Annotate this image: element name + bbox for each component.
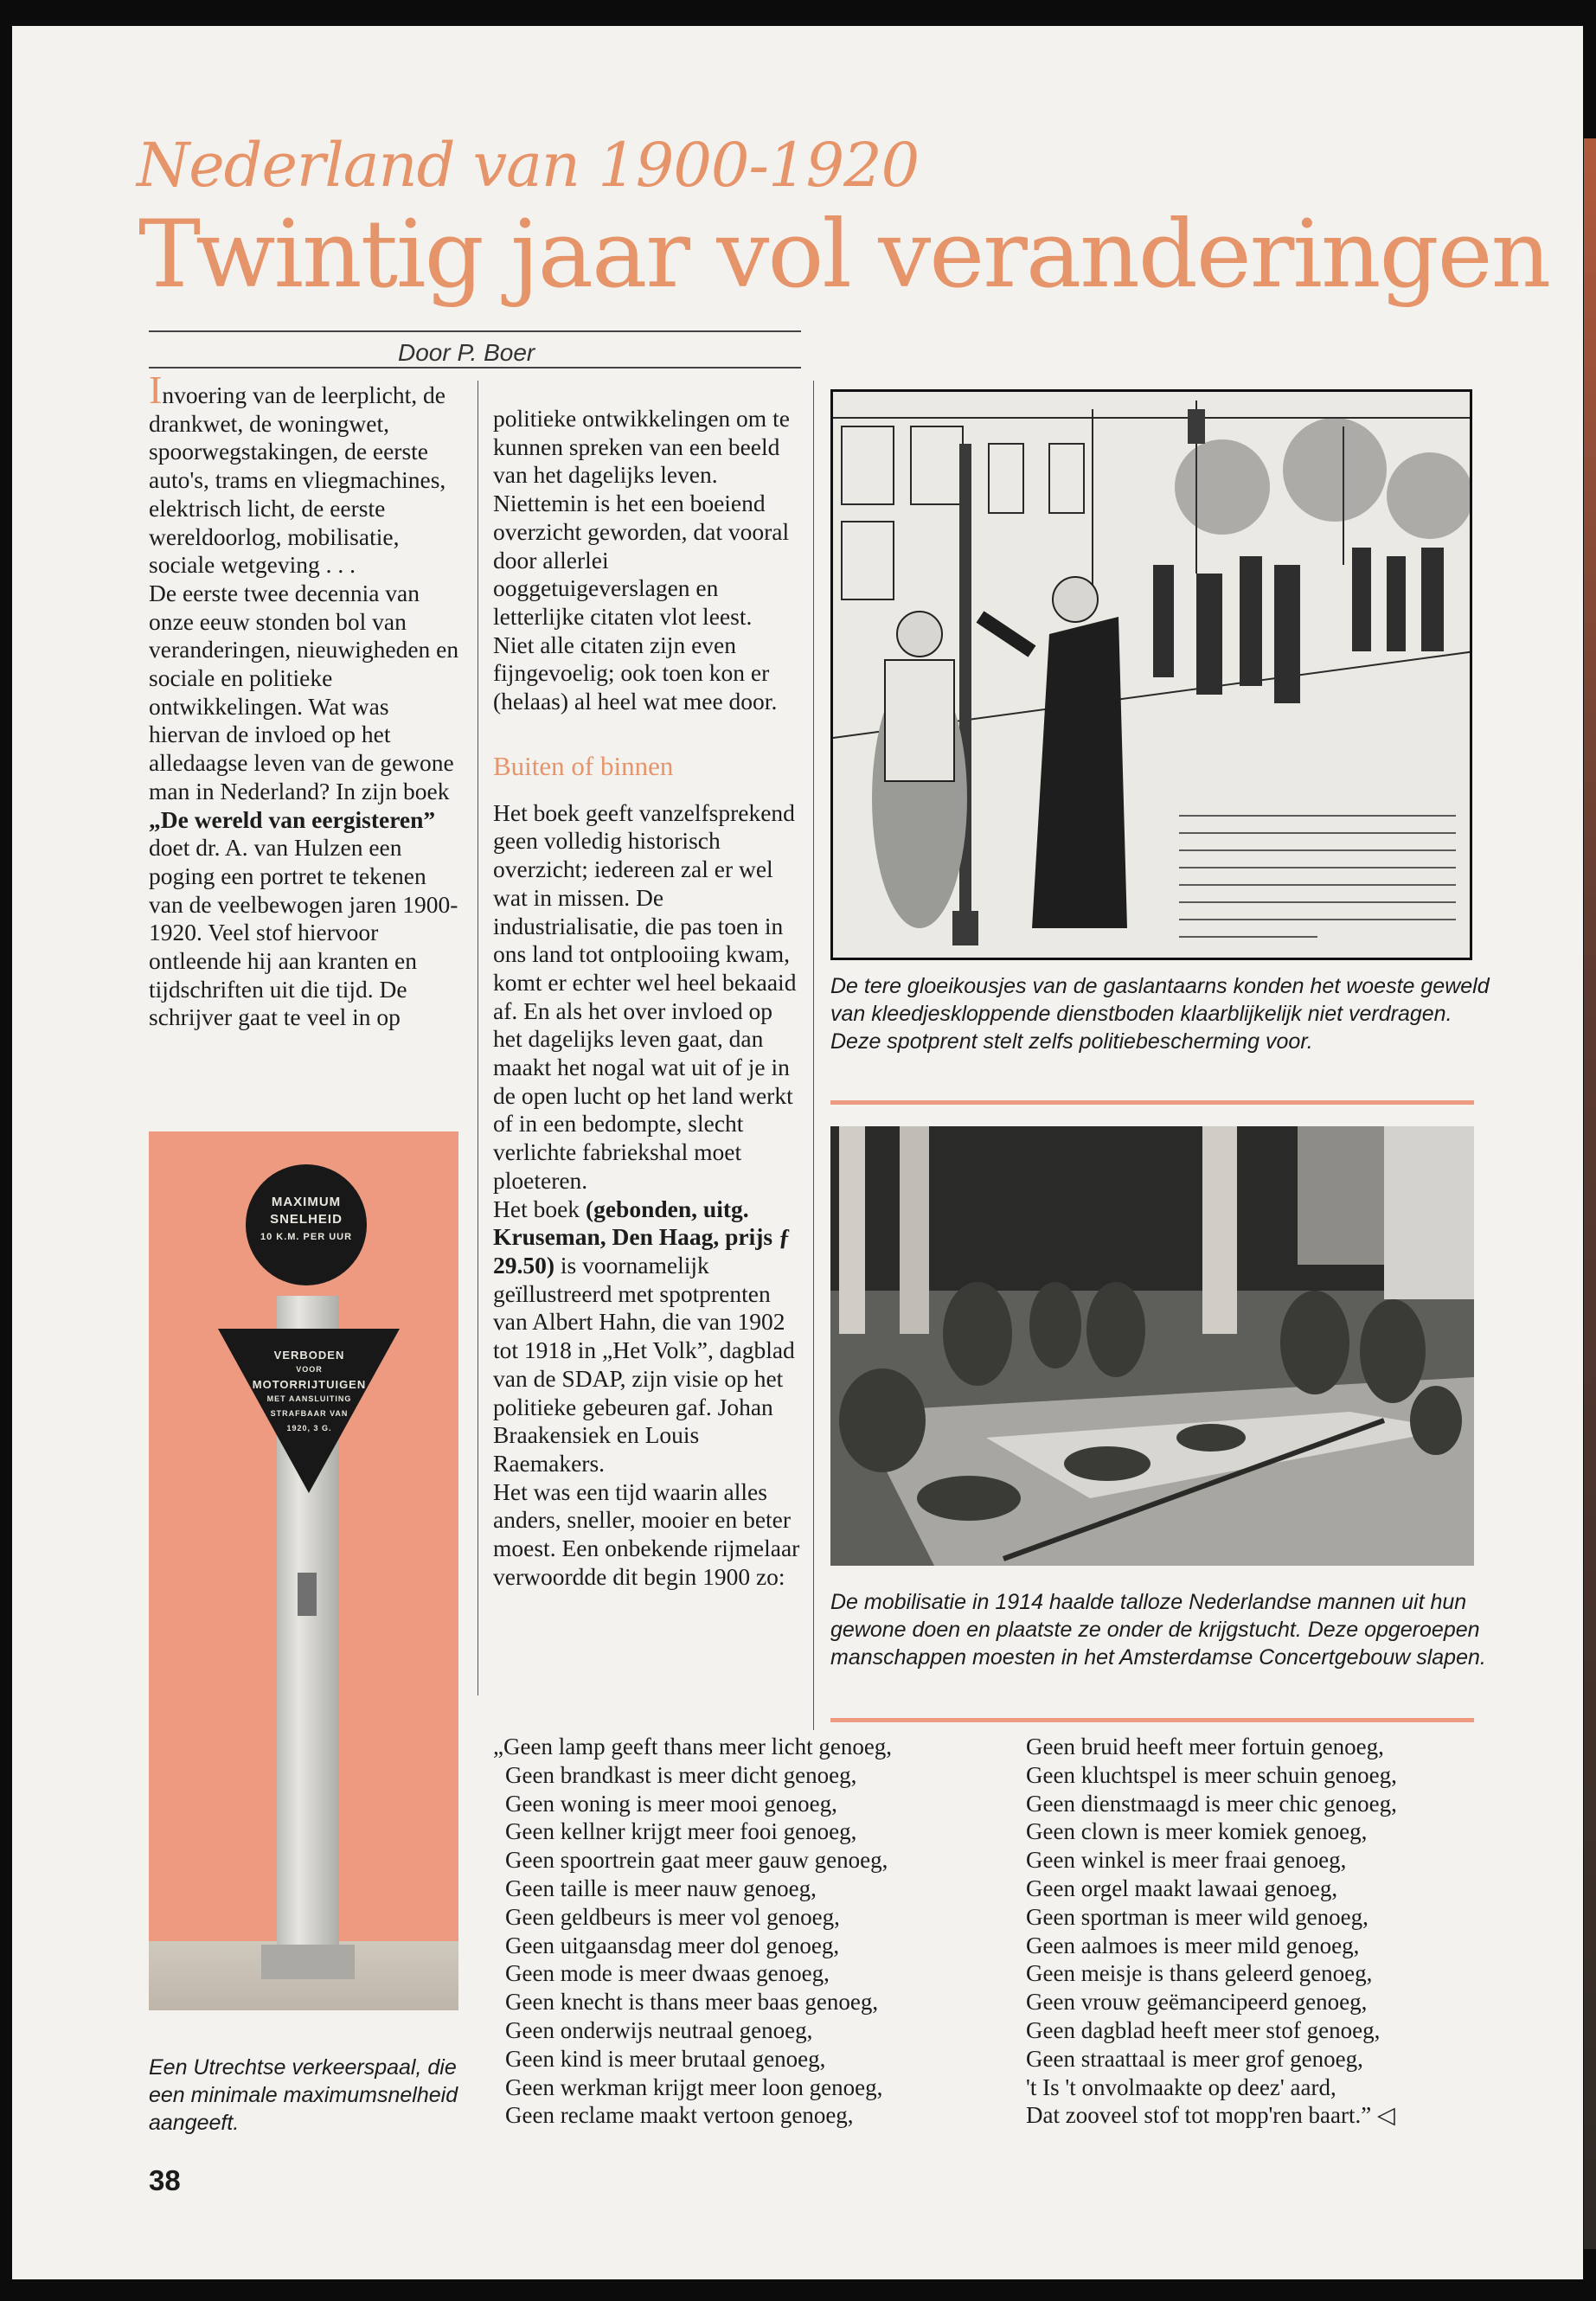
poem-line: Geen vrouw geëmancipeerd genoeg, — [1026, 1989, 1368, 2016]
poem-line: Geen geldbeurs is meer vol genoeg, — [505, 1903, 840, 1930]
triangle-line-2: VOOR — [296, 1365, 323, 1374]
cartoon-illustration — [830, 389, 1472, 960]
poem-left-column — [493, 1733, 892, 2130]
poem-line: Geen kluchtspel is meer schuin genoeg, — [1026, 1761, 1397, 1788]
col2-paragraph-3: Het boek geeft vanzelfsprekend geen volledig historisch overzicht; iedereen zal er wel wat in missen. De industrialisatie, die pas toen in ons land tot ontplooiing kwam, komt er echter wel heel bekaaid af. En als het over invloed op het dagelijks leven gaat, dan maakt het nogal wat uit of je in de open lucht op het land werkt of in een bedompte, slecht verlichte fabriekshal moet ploeteren. — [493, 798, 797, 1194]
poem-line: Geen spoortrein gaat meer gauw genoeg, — [505, 1847, 888, 1874]
post-plate — [298, 1573, 317, 1616]
triangle-sign-text — [234, 1348, 385, 1436]
cartoon-drawing — [833, 392, 1472, 960]
sign-post-base — [261, 1945, 355, 1979]
photo-image — [830, 1126, 1474, 1566]
disc-line-2: SNELHEID — [270, 1212, 343, 1227]
triangle-line-4: MET AANSLUITING — [266, 1394, 352, 1403]
poem-line: Dat zooveel stof tot mopp'ren baart.” ◁ — [1026, 2102, 1395, 2129]
sign-caption: Een Utrechtse verkeerspaal, die een minimale maximumsnelheid aangeeft. — [149, 2055, 458, 2135]
cartoon-caption: De tere gloeikousjes van de gaslantaarns konden het woeste geweld van kleedjeskloppende dienstboden klaarblijkelijk niet verdragen. Deze spotprent stelt zelfs politiebescherming voor. — [830, 974, 1490, 1054]
poem-line: Geen knecht is thans meer baas genoeg, — [505, 1989, 879, 2016]
drop-cap: I — [149, 368, 163, 412]
article-column-2 — [493, 405, 804, 1591]
poem-line: Geen sportman is meer wild genoeg, — [1026, 1903, 1368, 1930]
mobilization-photo — [830, 1126, 1474, 1566]
subheading: Buiten of binnen — [493, 750, 674, 781]
col2-paragraph-2: Niet alle citaten zijn even fijngevoelig; ook toen kon er (helaas) al heel wat mee door. — [493, 631, 778, 715]
poem-line: Geen clown is meer komiek genoeg, — [1026, 1818, 1368, 1845]
article-column-1 — [149, 368, 464, 1032]
paragraph-2-text-a: De eerste twee decennia van onze eeuw stonden bol van veranderingen, nieuwigheden en sociale en politieke ontwikkelingen. Wat was hiervan de invloed op het alledaagse leven van de gewone man in Nederland? In zijn boek — [149, 579, 459, 804]
caption-separator-2 — [830, 1718, 1474, 1722]
triangle-line-5: STRAFBAAR VAN — [270, 1409, 349, 1418]
disc-line-3: 10 K.M. PER UUR — [260, 1232, 353, 1242]
col2-p4-text-a: Het boek — [493, 1195, 586, 1222]
poem-line: Geen kind is meer brutaal genoeg, — [505, 2045, 826, 2072]
poem-line: Geen aalmoes is meer mild genoeg, — [1026, 1932, 1360, 1958]
disc-line-1: MAXIMUM — [271, 1195, 342, 1209]
triangle-line-6: 1920, 3 G. — [286, 1424, 332, 1433]
poem-line: Geen taille is meer nauw genoeg, — [505, 1875, 817, 1901]
paragraph-2 — [149, 580, 464, 1032]
poem-line: Geen dagblad heeft meer stof genoeg, — [1026, 2016, 1381, 2043]
col2-paragraph-5: Het was een tijd waarin alles anders, sneller, mooier en beter moest. Een onbekende rijmelaar verwoordde dit begin 1900 zo: — [493, 1477, 800, 1590]
poem-line: Geen woning is meer mooi genoeg, — [505, 1790, 837, 1817]
poem-line: Geen meisje is thans geleerd genoeg, — [1026, 1960, 1373, 1987]
poem-line: Geen kellner krijgt meer fooi genoeg, — [505, 1818, 857, 1845]
poem-line: Geen werkman krijgt meer loon genoeg, — [505, 2073, 883, 2100]
poem-line: „Geen lamp geeft thans meer licht genoeg, — [493, 1734, 893, 1759]
column-divider-2 — [813, 381, 814, 1730]
poem-line: Geen winkel is meer fraai genoeg, — [1026, 1847, 1347, 1874]
triangle-line-1: VERBODEN — [273, 1349, 345, 1362]
poem-line: 't Is 't onvolmaakte op deez' aard, — [1026, 2073, 1336, 2100]
triangle-line-3: MOTORRIJTUIGEN — [252, 1378, 367, 1391]
poem-line: Geen brandkast is meer dicht genoeg, — [505, 1761, 857, 1788]
byline-rule-top — [149, 330, 801, 332]
poem-line: Geen straattaal is meer grof genoeg, — [1026, 2045, 1363, 2072]
page-number: 38 — [149, 2164, 181, 2196]
poem-line: Geen mode is meer dwaas genoeg, — [505, 1960, 830, 1987]
speed-limit-disc — [246, 1164, 367, 1285]
poem-line: Geen dienstmaagd is meer chic genoeg, — [1026, 1790, 1397, 1817]
photo-caption: De mobilisatie in 1914 haalde talloze Nederlandse mannen uit hun gewone doen en plaatste ze onder de krijgstucht. Deze opgeroepen manschappen moesten in het Amsterdamse Concertgebouw slapen. — [830, 1590, 1486, 1670]
poem-line: Geen bruid heeft meer fortuin genoeg, — [1026, 1734, 1384, 1759]
poem-line: Geen reclame maakt vertoon genoeg, — [505, 2102, 854, 2129]
traffic-sign-photo — [149, 1131, 458, 2010]
page-edge-strip — [1584, 138, 1596, 2249]
byline-rule-bottom — [149, 367, 801, 369]
col2-paragraph-4 — [493, 1195, 804, 1478]
book-details: (gebonden, uitg. Kruseman, Den Haag, prijs ƒ 29.50) — [493, 1195, 791, 1279]
poem-line: Geen orgel maakt lawaai genoeg, — [1026, 1875, 1338, 1901]
byline: Door P. Boer — [398, 339, 535, 366]
poem-line: Geen onderwijs neutraal genoeg, — [505, 2016, 813, 2043]
paragraph-2-text-b: doet dr. A. van Hulzen een poging een portret te tekenen van de veelbewogen jaren 1900-1920. Veel stof hiervoor ontleende hij aan kranten en tijdschriften uit die tijd. De schrijver gaat te veel in op — [149, 834, 458, 1031]
poem-line: Geen uitgaansdag meer dol genoeg, — [505, 1932, 840, 1958]
headline: Twintig jaar vol veranderingen — [138, 201, 1550, 309]
kicker-title: Nederland van 1900-1920 — [137, 130, 920, 201]
intro-text: nvoering van de leerplicht, de drankwet, de woningwet, spoorwegstakingen, de eerste auto's, trams en vliegmachines, elektrisch licht, de eerste wereldoorlog, mobilisatie, sociale wetgeving . . . — [149, 381, 446, 579]
col2-paragraph-1: politieke ontwikkelingen om te kunnen spreken van een beeld van het dagelijks leven. Niettemin is het een boeiend overzicht geworden, dat vooral door allerlei ooggetuigeverslagen en letterlijke citaten vlot leest. — [493, 405, 790, 630]
poem-right-column — [1026, 1733, 1397, 2130]
book-title: „De wereld van eergisteren” — [149, 805, 436, 833]
col2-p4-text-b: is voornamelijk geïllustreerd met spotprenten van Albert Hahn, die van 1902 tot 1918 in „Het Volk”, dagblad van de SDAP, zijn visie op het politieke gebeuren gaf. Johan Braakensiek en Louis Raemakers. — [493, 1251, 795, 1477]
intro-paragraph — [149, 368, 464, 580]
caption-separator-1 — [830, 1100, 1474, 1105]
